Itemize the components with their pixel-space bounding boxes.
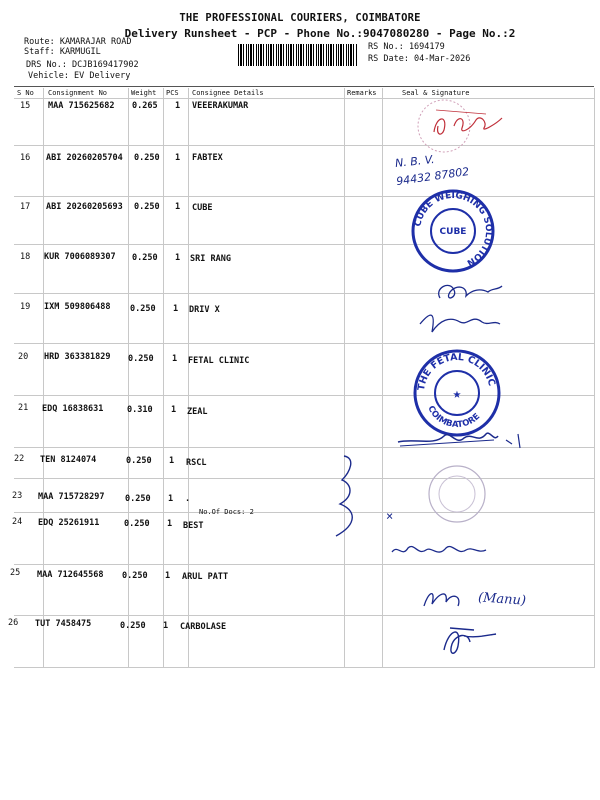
col-divider	[344, 88, 345, 668]
row-weight: 0.250	[132, 253, 158, 263]
row-rule	[14, 512, 594, 513]
rscl-bracket-mark	[330, 452, 370, 542]
row-consignment: IXM 509806488	[44, 302, 111, 312]
row-consignment: KUR 7006089307	[44, 252, 116, 262]
row-weight: 0.250	[120, 621, 146, 631]
row-consignment: ABI 20260205693	[46, 202, 123, 212]
row-rule	[14, 343, 594, 344]
row-rule	[14, 196, 594, 197]
row-weight: 0.310	[127, 405, 153, 415]
row-pcs: 1	[175, 153, 181, 163]
col-divider	[128, 88, 129, 668]
svg-text:CUBE WEIGHING SOLUTION: CUBE WEIGHING SOLUTION	[413, 190, 494, 268]
col-header-pcs: PCS	[166, 89, 179, 97]
svg-text:★: ★	[452, 386, 462, 402]
row-consignment: EDQ 25261911	[38, 518, 100, 528]
row-pcs: 1	[175, 253, 181, 263]
row-sno: 21	[18, 403, 29, 413]
row-weight: 0.250	[124, 519, 150, 529]
col-header-consignee: Consignee Details	[192, 89, 264, 97]
row-sno: 19	[20, 302, 31, 312]
row-weight: 0.250	[134, 153, 160, 163]
row-pcs: 1	[175, 202, 181, 212]
handwritten-phone-number: 94432 87802	[395, 164, 471, 189]
row-pcs: 1	[167, 519, 173, 529]
row-sno: 15	[20, 101, 31, 111]
row-weight: 0.250	[122, 571, 148, 581]
carbolase-signature	[434, 616, 504, 664]
row-weight: 0.250	[128, 354, 154, 364]
table-bottom-rule	[14, 667, 594, 668]
company-title: THE PROFESSIONAL COURIERS, COIMBATORE	[179, 12, 421, 24]
row-pcs: 1	[172, 354, 178, 364]
x-mark: ×	[386, 509, 394, 523]
row-consignment: TEN 8124074	[40, 455, 97, 465]
handwritten-initials: N. B. V.	[394, 152, 436, 171]
row-consignment: ABI 20260205704	[46, 153, 123, 163]
row-sno: 20	[18, 352, 29, 362]
svg-text:CUBE: CUBE	[439, 227, 467, 237]
row-pcs: 1	[175, 101, 181, 111]
row-consignee: CARBOLASE	[180, 622, 227, 632]
col-divider	[594, 88, 595, 668]
row-sno: 23	[12, 491, 23, 501]
row-consignee: FABTEX	[192, 153, 223, 163]
row-rule	[14, 478, 594, 479]
row-consignment: MAA 715728297	[38, 492, 105, 502]
row-consignment: EDQ 16838631	[42, 404, 104, 414]
row-weight: 0.250	[125, 494, 151, 504]
vehicle-label: Vehicle: EV Delivery	[28, 71, 131, 81]
row-consignee: BEST	[183, 521, 204, 531]
row-weight: 0.250	[130, 304, 156, 314]
handwritten-manu: (Manu)	[477, 590, 527, 609]
row-consignee: DRIV X	[189, 305, 220, 315]
row-pcs: 1	[173, 304, 179, 314]
row-sno: 24	[12, 517, 23, 527]
col-header-consignment: Consignment No	[48, 89, 108, 97]
row-weight: 0.265	[132, 101, 158, 111]
row-sno: 26	[8, 618, 19, 628]
col-divider	[382, 88, 383, 668]
best-signature	[388, 536, 508, 564]
row-sno: 25	[10, 568, 21, 578]
row-pcs: 1	[169, 456, 175, 466]
sri-rang-signature	[410, 262, 510, 342]
row-consignment: MAA 715625682	[48, 101, 115, 111]
row-consignee: RSCL	[186, 458, 207, 468]
rs-number: RS No.: 1694179	[368, 42, 445, 52]
docs-count-note: No.Of Docs: 2	[199, 508, 254, 516]
row-consignment: TUT 7458475	[35, 619, 92, 629]
row-pcs: 1	[165, 571, 171, 581]
col-header-remarks: Remarks	[347, 89, 377, 97]
row-pcs: 1	[163, 621, 169, 631]
row-sno: 22	[14, 454, 25, 464]
staff-label: Staff: KARMUGIL	[24, 47, 101, 57]
col-header-sno: S No	[17, 89, 34, 97]
svg-text:COIMBATORE: COIMBATORE	[425, 404, 483, 431]
row-consignee: VEEERAKUMAR	[192, 101, 249, 111]
faded-round-stamp	[425, 462, 489, 526]
row-rule	[14, 615, 594, 616]
col-header-seal-signature: Seal & Signature	[402, 89, 470, 97]
row-rule	[14, 564, 594, 565]
svg-text:THE FETAL CLINIC: THE FETAL CLINIC	[416, 351, 498, 392]
red-signature-stamp	[396, 96, 526, 156]
arul-patt-signature	[418, 578, 478, 618]
row-consignee: FETAL CLINIC	[188, 356, 250, 366]
row-pcs: 1	[171, 405, 177, 415]
row-pcs: 1	[168, 494, 174, 504]
zeal-signature	[394, 420, 534, 460]
row-weight: 0.250	[126, 456, 152, 466]
row-consignment: HRD 363381829	[44, 352, 111, 362]
drs-number: DRS No.: DCJB169417902	[26, 60, 139, 70]
rs-date: RS Date: 04-Mar-2026	[368, 54, 471, 64]
row-consignment: MAA 712645568	[37, 570, 104, 580]
table-top-rule	[14, 86, 594, 87]
col-divider	[163, 88, 164, 668]
route-label: Route: KAMARAJAR ROAD	[24, 37, 132, 47]
row-sno: 18	[20, 252, 31, 262]
row-consignee: CUBE	[192, 203, 213, 213]
row-sno: 16	[20, 153, 31, 163]
row-rule	[14, 244, 594, 245]
row-consignee: SRI RANG	[190, 254, 231, 264]
col-divider	[43, 88, 44, 668]
row-rule	[14, 395, 594, 396]
row-consignee: .	[185, 494, 191, 504]
runsheet-subtitle: Delivery Runsheet - PCP - Phone No.:9047080280 - Page No.:2	[124, 27, 516, 40]
row-weight: 0.250	[134, 202, 160, 212]
runsheet-barcode	[238, 44, 358, 66]
row-consignee: ZEAL	[187, 407, 208, 417]
col-header-weight: Weight	[131, 89, 157, 97]
row-sno: 17	[20, 202, 31, 212]
row-consignee: ARUL PATT	[182, 572, 229, 582]
